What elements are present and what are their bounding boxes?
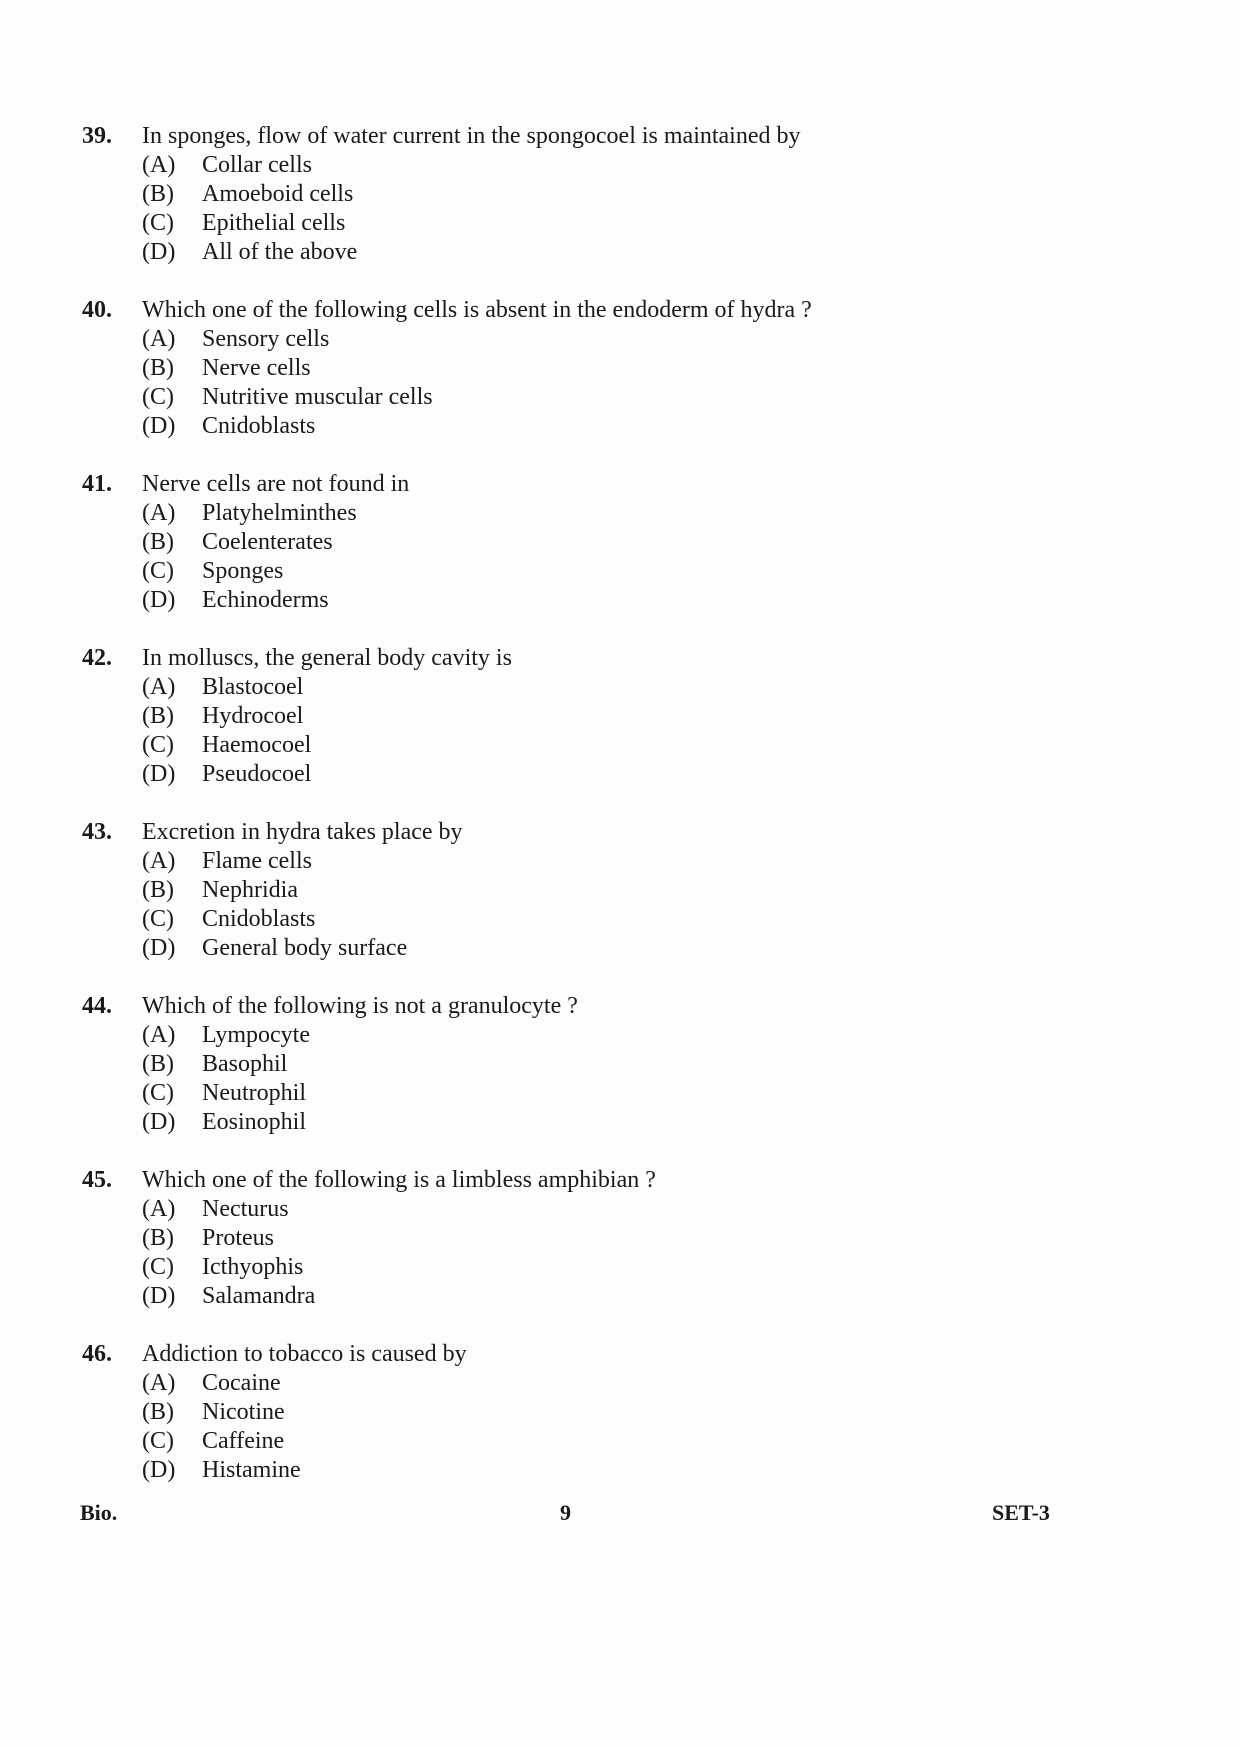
option-text: Cnidoblasts (202, 906, 316, 932)
question-line (82, 992, 1082, 1021)
question-text: Nerve cells are not found in (142, 471, 410, 497)
question-line (82, 1166, 1082, 1195)
option-letter: (A) (142, 1196, 176, 1222)
question-line (82, 470, 1082, 499)
option-text: Coelenterates (202, 529, 333, 555)
question-number: 41. (82, 471, 112, 497)
question-list (82, 122, 1082, 1514)
question-item (82, 1340, 1082, 1485)
option-letter: (D) (142, 935, 176, 961)
option-item (142, 1398, 1082, 1427)
option-text: Sensory cells (202, 326, 330, 352)
footer-page-number: 9 (560, 1500, 571, 1525)
option-text: Platyhelminthes (202, 500, 357, 526)
option-text: Nephridia (202, 877, 298, 903)
option-text: Histamine (202, 1457, 301, 1483)
option-item (142, 673, 1082, 702)
option-text: Collar cells (202, 152, 312, 178)
option-item (142, 760, 1082, 789)
option-item (142, 151, 1082, 180)
question-number: 44. (82, 993, 112, 1019)
question-line (82, 818, 1082, 847)
option-letter: (B) (142, 877, 174, 903)
option-letter: (D) (142, 239, 176, 265)
option-item (142, 847, 1082, 876)
option-list (142, 1195, 1082, 1311)
option-letter: (C) (142, 1080, 174, 1106)
option-letter: (C) (142, 732, 174, 758)
question-line (82, 296, 1082, 325)
option-letter: (D) (142, 1457, 176, 1483)
question-number: 45. (82, 1167, 112, 1193)
option-letter: (A) (142, 152, 176, 178)
option-letter: (B) (142, 1225, 174, 1251)
option-text: Proteus (202, 1225, 274, 1251)
option-item (142, 499, 1082, 528)
option-item (142, 1456, 1082, 1485)
option-item (142, 876, 1082, 905)
option-letter: (C) (142, 1254, 174, 1280)
option-letter: (B) (142, 181, 174, 207)
option-item (142, 325, 1082, 354)
option-text: Haemocoel (202, 732, 312, 758)
option-text: Icthyophis (202, 1254, 304, 1280)
option-list (142, 1369, 1082, 1485)
option-list (142, 1021, 1082, 1137)
question-number: 42. (82, 645, 112, 671)
option-text: Nicotine (202, 1399, 285, 1425)
option-item (142, 1079, 1082, 1108)
option-text: Nutritive muscular cells (202, 384, 433, 410)
option-text: Salamandra (202, 1283, 316, 1309)
question-number: 46. (82, 1341, 112, 1367)
option-item (142, 1282, 1082, 1311)
option-text: All of the above (202, 239, 358, 265)
question-line (82, 644, 1082, 673)
option-list (142, 673, 1082, 789)
option-item (142, 1253, 1082, 1282)
option-text: Neutrophil (202, 1080, 306, 1106)
option-item (142, 412, 1082, 441)
question-text: Which one of the following is a limbless amphibian ? (142, 1167, 656, 1193)
option-item (142, 238, 1082, 267)
option-item (142, 383, 1082, 412)
option-letter: (B) (142, 355, 174, 381)
option-text: Lympocyte (202, 1022, 310, 1048)
option-text: General body surface (202, 935, 408, 961)
option-item (142, 1427, 1082, 1456)
option-text: Eosinophil (202, 1109, 307, 1135)
option-text: Epithelial cells (202, 210, 346, 236)
option-item (142, 731, 1082, 760)
option-letter: (D) (142, 587, 176, 613)
option-item (142, 209, 1082, 238)
option-item (142, 1021, 1082, 1050)
option-letter: (A) (142, 848, 176, 874)
question-item (82, 122, 1082, 267)
option-text: Nerve cells (202, 355, 311, 381)
option-letter: (A) (142, 500, 176, 526)
option-text: Hydrocoel (202, 703, 304, 729)
question-text: Which of the following is not a granulocyte ? (142, 993, 578, 1019)
question-text: In molluscs, the general body cavity is (142, 645, 512, 671)
option-text: Flame cells (202, 848, 312, 874)
option-letter: (D) (142, 761, 176, 787)
option-text: Necturus (202, 1196, 289, 1222)
footer-subject: Bio. (80, 1500, 118, 1525)
option-list (142, 325, 1082, 441)
option-letter: (A) (142, 1022, 176, 1048)
option-letter: (C) (142, 906, 174, 932)
option-item (142, 528, 1082, 557)
option-list (142, 499, 1082, 615)
option-item (142, 1195, 1082, 1224)
option-letter: (D) (142, 413, 176, 439)
option-item (142, 557, 1082, 586)
option-text: Sponges (202, 558, 284, 584)
option-letter: (A) (142, 1370, 176, 1396)
option-item (142, 180, 1082, 209)
option-item (142, 354, 1082, 383)
question-item (82, 470, 1082, 615)
option-item (142, 1369, 1082, 1398)
option-list (142, 847, 1082, 963)
option-item (142, 934, 1082, 963)
option-letter: (B) (142, 1051, 174, 1077)
footer-set-label: SET-3 (992, 1500, 1050, 1525)
question-number: 39. (82, 123, 112, 149)
option-item (142, 586, 1082, 615)
option-letter: (B) (142, 1399, 174, 1425)
option-letter: (B) (142, 703, 174, 729)
option-letter: (B) (142, 529, 174, 555)
option-text: Pseudocoel (202, 761, 312, 787)
question-item (82, 818, 1082, 963)
option-item (142, 1108, 1082, 1137)
question-item (82, 1166, 1082, 1311)
option-text: Echinoderms (202, 587, 329, 613)
option-letter: (C) (142, 210, 174, 236)
question-line (82, 122, 1082, 151)
option-letter: (A) (142, 674, 176, 700)
option-text: Amoeboid cells (202, 181, 354, 207)
question-number: 40. (82, 297, 112, 323)
option-letter: (C) (142, 1428, 174, 1454)
option-text: Cocaine (202, 1370, 281, 1396)
option-item (142, 1050, 1082, 1079)
option-letter: (D) (142, 1109, 176, 1135)
question-text: In sponges, flow of water current in the spongocoel is maintained by (142, 123, 801, 149)
option-item (142, 702, 1082, 731)
option-text: Caffeine (202, 1428, 285, 1454)
question-number: 43. (82, 819, 112, 845)
question-text: Addiction to tobacco is caused by (142, 1341, 467, 1367)
option-text: Cnidoblasts (202, 413, 316, 439)
question-text: Excretion in hydra takes place by (142, 819, 463, 845)
option-text: Blastocoel (202, 674, 304, 700)
option-item (142, 905, 1082, 934)
option-text: Basophil (202, 1051, 288, 1077)
question-item (82, 992, 1082, 1137)
option-letter: (D) (142, 1283, 176, 1309)
option-list (142, 151, 1082, 267)
option-letter: (C) (142, 384, 174, 410)
option-letter: (C) (142, 558, 174, 584)
question-text: Which one of the following cells is absent in the endoderm of hydra ? (142, 297, 812, 323)
question-line (82, 1340, 1082, 1369)
option-letter: (A) (142, 326, 176, 352)
option-item (142, 1224, 1082, 1253)
question-item (82, 644, 1082, 789)
question-item (82, 296, 1082, 441)
